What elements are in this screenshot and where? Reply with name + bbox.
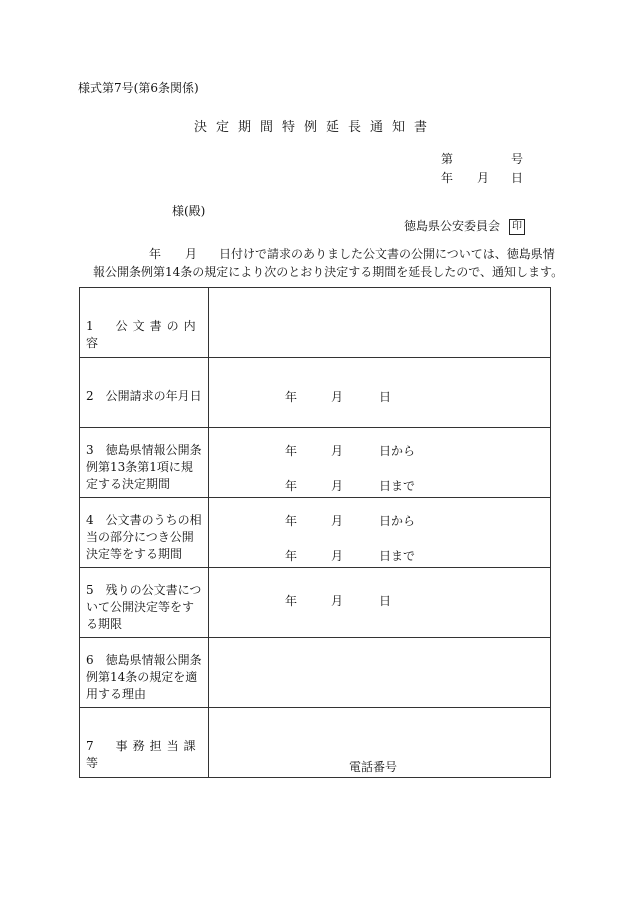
table-row — [80, 288, 551, 358]
table-row — [80, 568, 551, 638]
value-extension-reason[interactable] — [209, 638, 551, 708]
label-responsible-section: 7 事務担当課等 — [86, 739, 201, 770]
sender-name: 徳島県公安委員会 — [404, 219, 501, 233]
to-year: 年 — [285, 479, 298, 493]
addressee: 様(殿) — [172, 204, 206, 218]
to-day: 日まで — [379, 479, 416, 493]
value-decision-period[interactable] — [209, 428, 551, 498]
document-title: 決定期間特例延長通知書 — [193, 120, 436, 135]
date-month: 月 — [331, 594, 344, 608]
from-month: 月 — [331, 514, 344, 528]
value-remaining-deadline[interactable] — [209, 568, 551, 638]
to-year: 年 — [285, 549, 298, 563]
label-remaining-deadline: 5 残りの公文書について公開決定等をする期限 — [86, 583, 202, 631]
value-request-date[interactable] — [209, 358, 551, 428]
value-partial-period[interactable] — [209, 498, 551, 568]
doc-date-day: 日 — [511, 171, 524, 185]
table-row — [80, 708, 551, 778]
date-month: 月 — [331, 390, 344, 404]
label-partial-period: 4 公文書のうちの相当の部分につき公開決定等をする期間 — [86, 513, 202, 561]
to-month: 月 — [331, 479, 344, 493]
table-row — [80, 498, 551, 568]
from-day: 日から — [379, 514, 416, 528]
doc-number-suffix: 号 — [511, 152, 524, 166]
label-document-content: 1 公文書の内容 — [86, 319, 201, 350]
body-year: 年 — [149, 247, 162, 261]
date-year: 年 — [285, 390, 298, 404]
value-document-content[interactable] — [209, 288, 551, 358]
body-line1: 日付けで請求のありました公文書の公開については、徳島県情 — [219, 247, 555, 261]
from-month: 月 — [331, 444, 344, 458]
label-request-date: 2 公開請求の年月日 — [86, 389, 202, 403]
date-day: 日 — [379, 594, 392, 608]
from-year: 年 — [285, 514, 298, 528]
date-year: 年 — [285, 594, 298, 608]
value-responsible-section[interactable] — [209, 708, 551, 778]
to-month: 月 — [331, 549, 344, 563]
doc-number-prefix: 第 — [441, 152, 454, 166]
table-row — [80, 428, 551, 498]
date-day: 日 — [379, 390, 392, 404]
from-year: 年 — [285, 444, 298, 458]
from-day: 日から — [379, 444, 416, 458]
phone-number-label: 電話番号 — [349, 760, 398, 774]
body-line2: 報公開条例第14条の規定により次のとおり決定する期間を延長したので、通知します。 — [93, 265, 564, 279]
table-row — [80, 358, 551, 428]
doc-date-month: 月 — [477, 171, 490, 185]
notice-table — [79, 287, 551, 778]
seal-mark: 印 — [509, 219, 525, 235]
table-row — [80, 638, 551, 708]
doc-date-year: 年 — [441, 171, 454, 185]
label-extension-reason: 6 徳島県情報公開条例第14条の規定を適用する理由 — [86, 653, 202, 701]
label-decision-period: 3 徳島県情報公開条例第13条第1項に規定する決定期間 — [86, 443, 202, 491]
form-number: 様式第7号(第6条関係) — [78, 81, 199, 95]
to-day: 日まで — [379, 549, 416, 563]
body-month: 月 — [185, 247, 198, 261]
